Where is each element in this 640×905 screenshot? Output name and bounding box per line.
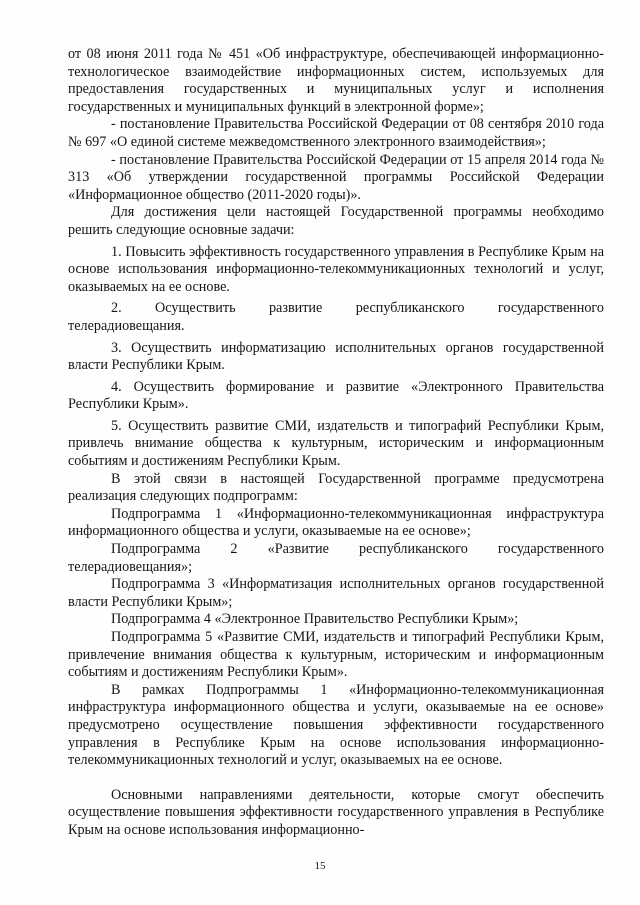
paragraph: Подпрограмма 4 «Электронное Правительство Республики Крым»;: [111, 611, 519, 628]
paragraph: Подпрограмма 3 «Информатизация исполнительных органов государственной власти Республики Крым»;: [68, 576, 604, 610]
paragraph: 2. Осуществить развитие республиканского государственного телерадиовещания.: [68, 300, 604, 334]
document-body: [68, 46, 604, 840]
paragraph: Основными направлениями деятельности, которые смогут обеспечить осуществление повышения эффективности государственного управления в Республике Крым на основе использования информационно-: [68, 786, 604, 838]
paragraph: Подпрограмма 5 «Развитие СМИ, издательств и типографий Республики Крым, привлечение внимания общества к культурным, историческим и информационным событиям и достижениям Республики Крым».: [68, 629, 604, 681]
paragraph: Подпрограмма 1 «Информационно-телекоммуникационная инфраструктура информационного общества и услуги, оказываемые на ее основе»;: [68, 505, 604, 540]
paragraph: 3. Осуществить информатизацию исполнительных органов государственной власти Республики Крым.: [68, 339, 604, 374]
paragraph: 1. Повысить эффективность государственного управления в Республике Крым на основе использования информационно-телекоммуникационных технологий и услуг, оказываемых на ее основе.: [68, 243, 604, 295]
paragraph: В рамках Подпрограммы 1 «Информационно-телекоммуникационная инфраструктура информационного общества и услуги, оказываемые на ее основе» предусмотрено осуществление повышения эффективности государственного управления в Республике Крым на основе использования информационно-телекоммуникационных технологий и услуг, оказываемых на ее основе.: [68, 681, 604, 769]
paragraph: В этой связи в настоящей Государственной программе предусмотрена реализация следующих подпрограмм:: [68, 470, 604, 505]
paragraph: 5. Осуществить развитие СМИ, издательств и типографий Республики Крым, привлечь внимание общества к культурным, историческим и информационным событиям и достижениям Республики Крым.: [68, 417, 604, 470]
paragraph: Подпрограмма 2 «Развитие республиканского государственного телерадиовещания»;: [68, 541, 604, 575]
paragraph: Для достижения цели настоящей Государственной программы необходимо решить следующие основные задачи:: [68, 204, 604, 238]
paragraph: - постановление Правительства Российской Федерации от 15 апреля 2014 года № 313 «Об утверждении государственной программы Российской Федерации «Информационное общество (2011-2020 годы)».: [68, 151, 604, 203]
paragraph: от 08 июня 2011 года № 451 «Об инфраструктуре, обеспечивающей информационно-технологическое взаимодействие информационных систем, используемых для предоставления государственных и муниципальных услуг и исполнения государственных и муниципальных функций в электронной форме»;: [68, 46, 604, 115]
page-number: 15: [314, 860, 326, 872]
paragraph: - постановление Правительства Российской Федерации от 08 сентября 2010 года № 697 «О единой системе межведомственного электронного взаимодействия»;: [68, 116, 604, 150]
paragraph: 4. Осуществить формирование и развитие «Электронного Правительства Республики Крым».: [68, 378, 604, 413]
